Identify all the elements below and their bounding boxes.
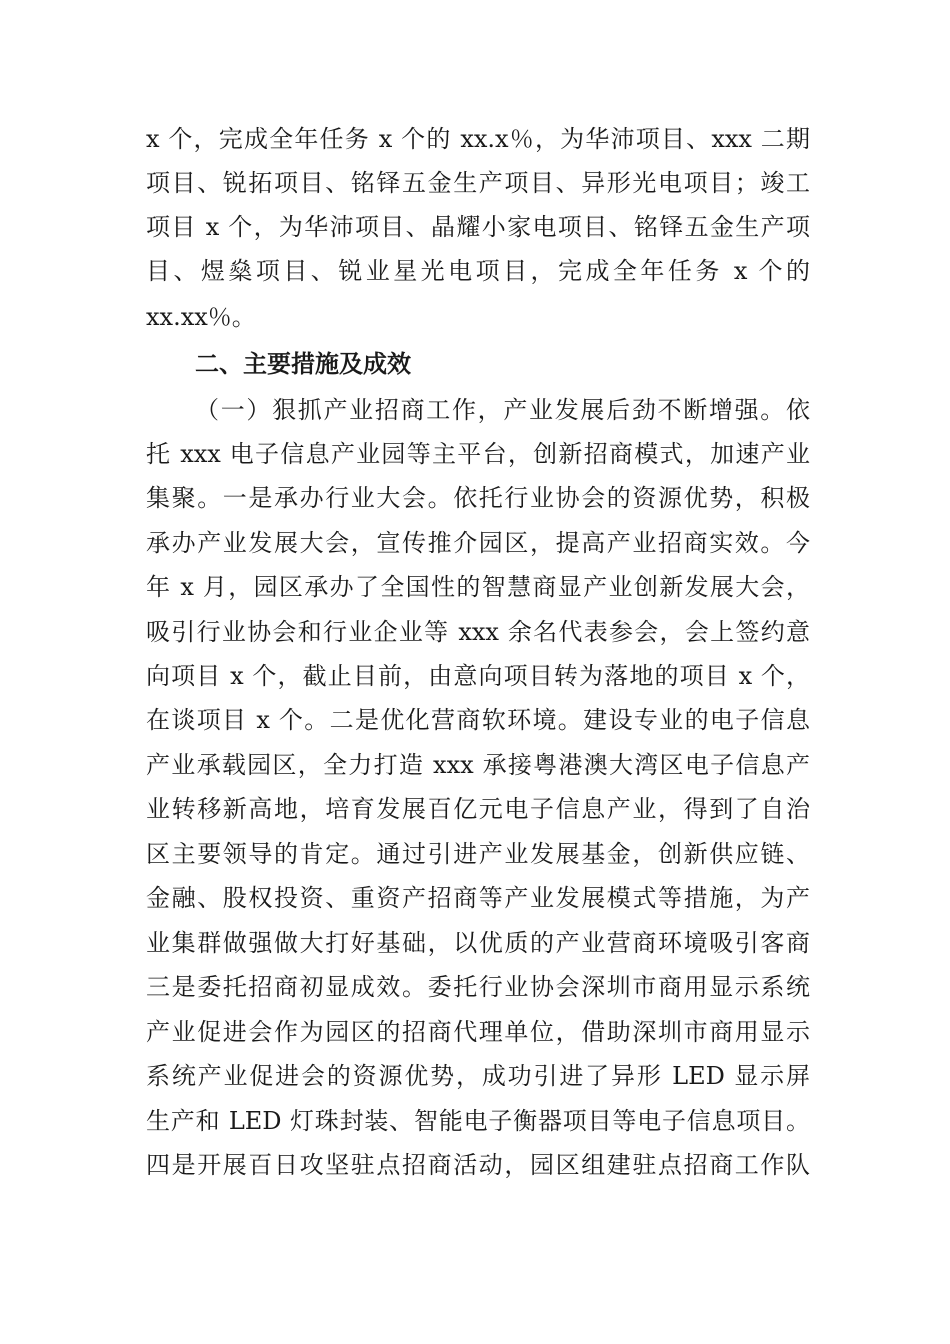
paragraph-line: 吸引行业协会和行业企业等 xxx 余名代表参会，会上签约意: [146, 618, 810, 646]
paragraph-line: 项目 x 个，为华沛项目、晶耀小家电项目、铭铎五金生产项: [146, 213, 810, 241]
paragraph-line: x 个，完成全年任务 x 个的 xx.x％，为华沛项目、xxx 二期: [146, 125, 810, 153]
paragraph-line: 业转移新高地，培育发展百亿元电子信息产业，得到了自治: [146, 795, 810, 823]
paragraph-line: 生产和 LED 灯珠封装、智能电子衡器项目等电子信息项目。: [146, 1107, 810, 1135]
section-heading: 二、主要措施及成效: [195, 350, 411, 378]
paragraph-line: 项目、锐拓项目、铭铎五金生产项目、异形光电项目；竣工: [146, 169, 810, 197]
paragraph-line: 四是开展百日攻坚驻点招商活动，园区组建驻点招商工作队: [146, 1151, 810, 1179]
paragraph-line: 系统产业促进会的资源优势，成功引进了异形 LED 显示屏: [146, 1062, 810, 1090]
paragraph-line: 业集群做强做大打好基础，以优质的产业营商环境吸引客商: [146, 929, 810, 957]
paragraph-line: 产业促进会作为园区的招商代理单位，借助深圳市商用显示: [146, 1018, 810, 1046]
paragraph-line: （一）狠抓产业招商工作，产业发展后劲不断增强。依: [195, 396, 810, 424]
paragraph-line: 承办产业发展大会，宣传推介园区，提高产业招商实效。今: [146, 529, 810, 557]
paragraph-line: 区主要领导的肯定。通过引进产业发展基金，创新供应链、: [146, 840, 810, 868]
paragraph-line: 产业承载园区，全力打造 xxx 承接粤港澳大湾区电子信息产: [146, 751, 810, 779]
paragraph-line: 集聚。一是承办行业大会。依托行业协会的资源优势，积极: [146, 484, 810, 512]
paragraph-line: xx.xx％。: [146, 303, 256, 331]
paragraph-line: 年 x 月，园区承办了全国性的智慧商显产业创新发展大会，: [146, 573, 810, 601]
paragraph-line: 向项目 x 个，截止目前，由意向项目转为落地的项目 x 个，: [146, 662, 810, 690]
paragraph-line: 托 xxx 电子信息产业园等主平台，创新招商模式，加速产业: [146, 440, 810, 468]
paragraph-line: 在谈项目 x 个。二是优化营商软环境。建设专业的电子信息: [146, 706, 810, 734]
paragraph-line: 三是委托招商初显成效。委托行业协会深圳市商用显示系统: [146, 973, 810, 1001]
paragraph-line: 金融、股权投资、重资产招商等产业发展模式等措施，为产: [146, 884, 810, 912]
paragraph-line: 目、煜燊项目、锐业星光电项目，完成全年任务 x 个的: [146, 257, 810, 285]
